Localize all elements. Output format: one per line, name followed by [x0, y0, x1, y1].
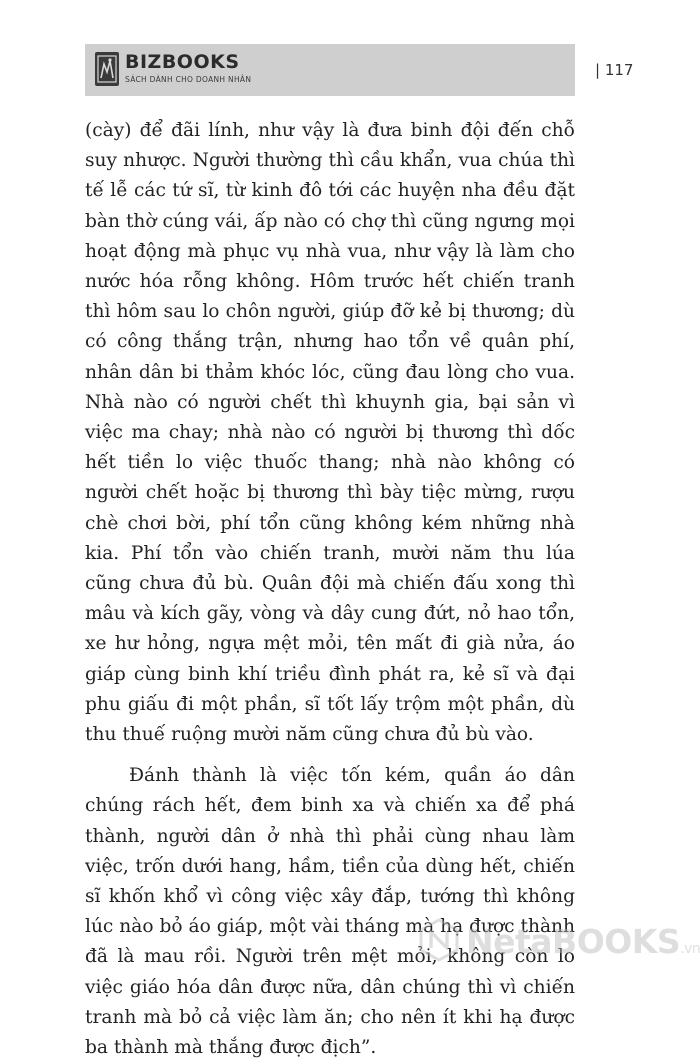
- watermark-brand: NetaBOOKS: [466, 922, 681, 961]
- paragraph-1: (cày) để đãi lính, như vậy là đưa binh đội đến chỗ suy nhược. Người thường thì cầu khẩn, vua chúa thì tế lễ các tứ sĩ, từ kinh đô tới các huyện nha đều đặt bàn thờ cúng vái, ấp nào có chợ thì cũng ngưng mọi hoạt động mà phục vụ nhà vua, như vậy là làm cho nước hóa rỗng không. Hôm trước hết chiến tranh thì hôm sau lo chôn người, giúp đỡ kẻ bị thương; dù có công thắng trận, nhưng hao tổn về quân phí, nhân dân bi thảm khóc lóc, cũng đau lòng cho vua. Nhà nào có người chết thì khuynh gia, bại sản vì việc ma chay; nhà nào có người bị thương thì dốc hết tiền lo việc thuốc thang; nhà nào không có người chết hoặc bị thương thì bày tiệc mừng, rượu chè chơi bời, phí tổn cũng không kém những nhà kia. Phí tổn vào chiến tranh, mười năm thu lúa cũng chưa đủ bù. Quân đội mà chiến đấu xong thì mâu và kích gãy, vòng và dây cung đứt, nỏ hao tổn, xe hư hỏng, ngựa mệt mỏi, tên mất đi già nửa, áo giáp cùng binh khí triều đình phát ra, kẻ sĩ và đại phu giấu đi một phần, sĩ tốt lấy trộm một phần, dù thu thuế ruộng mười năm cũng chưa đủ bù vào.: [85, 120, 575, 746]
- watermark-text: [466, 922, 700, 969]
- page-number: | 117: [595, 61, 634, 79]
- paragraph-2: Đánh thành là việc tốn kém, quần áo dân chúng rách hết, đem binh xa và chiến xa để phá thành, người dân ở nhà thì phải cùng nhau làm việc, trốn dưới hang, hầm, tiền của dùng hết, chiến sĩ khốn khổ vì công việc xây đắp, tướng thì không lúc nào bỏ áo giáp, một vài tháng mà hạ được thành đã là mau rồi. Người trên mệt mỏi, không còn lo việc giáo hóa dân được nữa, dân chúng thì vì chiến tranh mà bỏ cả việc làm ăn; cho nên ít khi hạ được ba thành mà thắng được địch”.: [85, 765, 575, 1059]
- brand-tagline: SÁCH DÀNH CHO DOANH NHÂN: [125, 75, 252, 84]
- page-header: [85, 44, 634, 96]
- bizbooks-logo-icon: [95, 52, 119, 86]
- watermark: [418, 916, 698, 968]
- neta-logo-icon: [418, 918, 460, 966]
- watermark-suffix: .vn: [680, 941, 700, 957]
- brand-name: BIZBOOKS: [125, 51, 240, 73]
